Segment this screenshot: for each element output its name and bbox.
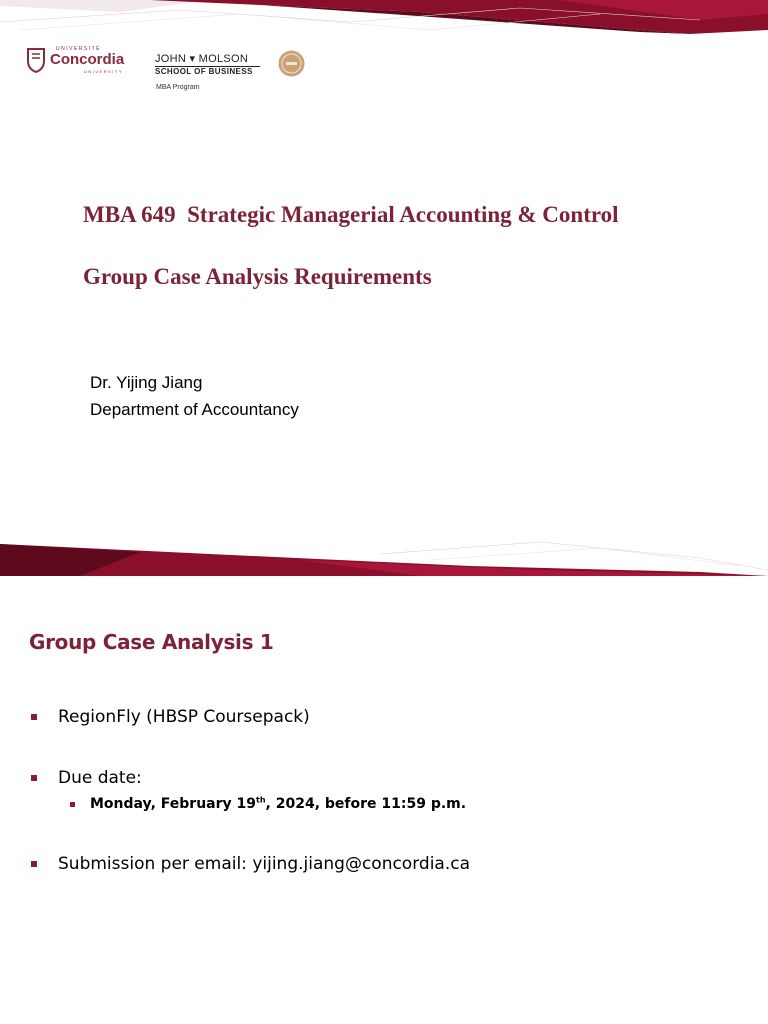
- instructor-name: Dr. Yijing Jiang: [90, 373, 203, 392]
- deadline-suffix: , 2024, before 11:59 p.m.: [265, 796, 467, 812]
- deadline-ordinal: th: [256, 795, 266, 805]
- top-decorative-band: [0, 0, 768, 40]
- concordia-logo-bottom-text: UNIVERSITY: [84, 69, 124, 74]
- content-slide: [0, 576, 768, 1024]
- concordia-crest-icon: [26, 47, 46, 73]
- concordia-logo-name: Concordia: [50, 51, 125, 68]
- list-item-due-date: [31, 768, 142, 788]
- bottom-decorative-band: [0, 540, 768, 576]
- document-title: Group Case Analysis Requirements: [83, 264, 432, 289]
- department-name: Department of Accountancy: [90, 400, 299, 419]
- molson-logo-line1: JOHN ▾ MOLSON: [155, 53, 249, 65]
- accreditation-seal-icon: [278, 50, 305, 77]
- submission-text: Submission per email: yijing.jiang@concordia.ca: [58, 854, 471, 874]
- deadline-text: [90, 796, 466, 812]
- square-bullet-icon: [70, 802, 75, 807]
- square-bullet-icon: [31, 775, 37, 781]
- john-molson-logo: [155, 52, 265, 80]
- square-bullet-icon: [31, 861, 37, 867]
- case-text: RegionFly (HBSP Coursepack): [58, 707, 310, 727]
- deadline-prefix: Monday, February 19: [90, 796, 257, 812]
- molson-logo-line2: SCHOOL OF BUSINESS: [155, 67, 253, 76]
- course-title: MBA 649 Strategic Managerial Accounting & Control: [83, 202, 619, 227]
- list-subitem-deadline: [70, 796, 466, 812]
- list-item-submission: [31, 854, 470, 874]
- concordia-logo-top-text: UNIVERSITÉ: [56, 46, 102, 52]
- concordia-logo: [26, 46, 138, 76]
- square-bullet-icon: [31, 714, 37, 720]
- mba-program-label: MBA Program: [156, 84, 200, 91]
- slide-heading: Group Case Analysis 1: [29, 630, 274, 654]
- due-date-label: Due date:: [58, 768, 142, 788]
- list-item-case: [31, 707, 310, 727]
